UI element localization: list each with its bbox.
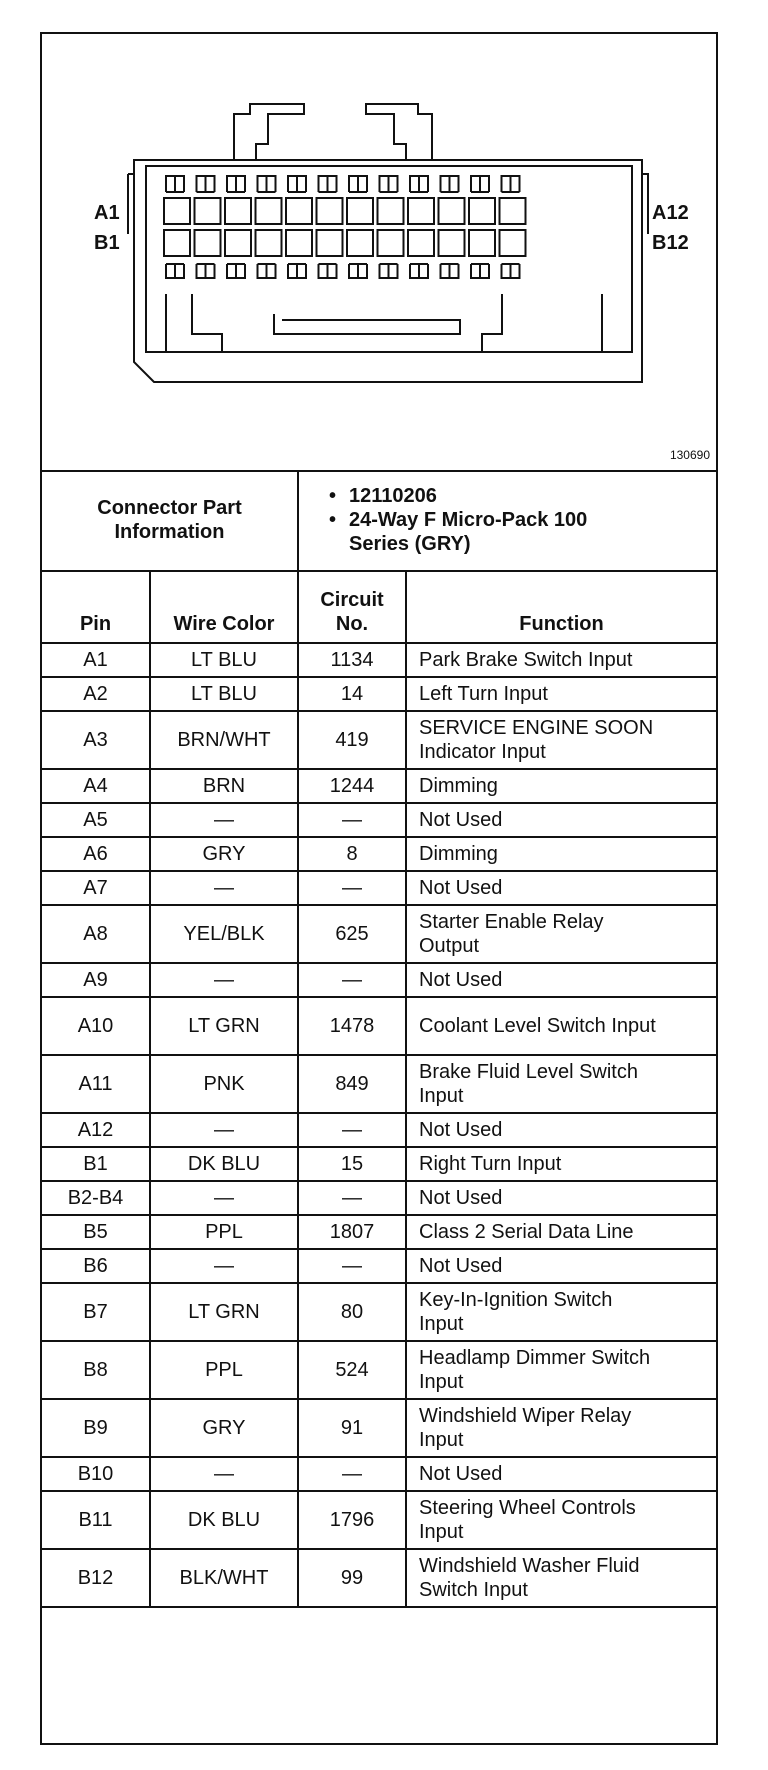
pin-latch-bottom (166, 264, 184, 278)
pin-label-b1: B1 (94, 232, 120, 254)
wire-color-cell: — (150, 803, 298, 837)
pin-latch-top (197, 176, 215, 192)
pin-latch-top (380, 176, 398, 192)
pin-cell: B5 (42, 1215, 150, 1249)
table-row (42, 643, 716, 677)
pin-latch-top (166, 176, 184, 192)
pin-cell: A5 (42, 803, 150, 837)
part-number: • 12110206 (329, 484, 716, 508)
circuit-cell: 1807 (298, 1215, 406, 1249)
pin-cell: A3 (42, 711, 150, 769)
circuit-cell: — (298, 803, 406, 837)
function-cell: Not Used (406, 1113, 716, 1147)
connector-description: • 24-Way F Micro-Pack 100 Series (GRY) (329, 508, 609, 556)
function-cell: Not Used (406, 963, 716, 997)
wire-color-cell: PNK (150, 1055, 298, 1113)
pin-cell: A4 (42, 769, 150, 803)
table-row (42, 1215, 716, 1249)
function-cell: Park Brake Switch Input (406, 643, 716, 677)
wire-color-cell: YEL/BLK (150, 905, 298, 963)
function-cell: Brake Fluid Level Switch Input (406, 1055, 716, 1113)
wire-color-cell: — (150, 1181, 298, 1215)
wire-color-cell: LT BLU (150, 677, 298, 711)
pin-latch-bottom (288, 264, 306, 278)
wire-color-cell: PPL (150, 1341, 298, 1399)
pin-cavity-b (469, 230, 495, 256)
function-cell: Not Used (406, 871, 716, 905)
pinout-table (42, 470, 716, 1608)
table-row (42, 1181, 716, 1215)
pin-cell: A2 (42, 677, 150, 711)
pin-latch-bottom (380, 264, 398, 278)
pin-latch-top (441, 176, 459, 192)
wire-color-cell: — (150, 1457, 298, 1491)
wire-color-cell: — (150, 1113, 298, 1147)
circuit-cell: 14 (298, 677, 406, 711)
pin-cell: A10 (42, 997, 150, 1055)
pin-cell: A12 (42, 1113, 150, 1147)
table-row (42, 803, 716, 837)
connector-diagram (42, 34, 716, 472)
circuit-cell: — (298, 1181, 406, 1215)
circuit-cell: 8 (298, 837, 406, 871)
pin-cavity-b (256, 230, 282, 256)
pin-cavity-a (439, 198, 465, 224)
function-cell: Dimming (406, 837, 716, 871)
pin-latch-top (227, 176, 245, 192)
pin-latch-bottom (319, 264, 337, 278)
figure-number: 130690 (669, 448, 710, 462)
pin-latch-top (410, 176, 428, 192)
function-cell: Dimming (406, 769, 716, 803)
circuit-cell: — (298, 871, 406, 905)
table-row (42, 1341, 716, 1399)
pin-cell: B9 (42, 1399, 150, 1457)
pin-cavity-b (225, 230, 251, 256)
wire-color-cell: DK BLU (150, 1491, 298, 1549)
wire-color-cell: LT GRN (150, 997, 298, 1055)
circuit-cell: 419 (298, 711, 406, 769)
table-row (42, 677, 716, 711)
pin-label-a1: A1 (94, 202, 120, 224)
connector-info-values (298, 470, 716, 571)
circuit-cell: — (298, 1249, 406, 1283)
function-cell: Windshield Wiper Relay Input (406, 1399, 716, 1457)
circuit-cell: 1134 (298, 643, 406, 677)
pin-latch-bottom (471, 264, 489, 278)
circuit-cell: — (298, 1113, 406, 1147)
table-row (42, 1283, 716, 1341)
function-cell: Right Turn Input (406, 1147, 716, 1181)
wire-color-cell: GRY (150, 837, 298, 871)
pin-cell: B11 (42, 1491, 150, 1549)
header-wire-color: Wire Color (150, 571, 298, 643)
connector-sheet (40, 32, 718, 1745)
circuit-cell: 15 (298, 1147, 406, 1181)
pin-latch-bottom (502, 264, 520, 278)
wire-color-cell: BLK/WHT (150, 1549, 298, 1607)
circuit-cell: 91 (298, 1399, 406, 1457)
wire-color-cell: — (150, 1249, 298, 1283)
pin-cavity-b (378, 230, 404, 256)
pin-cavity-a (317, 198, 343, 224)
circuit-cell: 625 (298, 905, 406, 963)
table-body (42, 643, 716, 1607)
wire-color-cell: BRN (150, 769, 298, 803)
pin-cavity-b (500, 230, 526, 256)
pin-cavity-b (408, 230, 434, 256)
function-cell: Key-In-Ignition Switch Input (406, 1283, 716, 1341)
function-cell: Headlamp Dimmer Switch Input (406, 1341, 716, 1399)
pin-latch-top (258, 176, 276, 192)
pin-cavity-a (256, 198, 282, 224)
function-cell: Not Used (406, 1181, 716, 1215)
pin-latch-bottom (197, 264, 215, 278)
pin-cavity-b (347, 230, 373, 256)
table-row (42, 1491, 716, 1549)
table-row (42, 997, 716, 1055)
circuit-cell: 1244 (298, 769, 406, 803)
pin-cavity-b (317, 230, 343, 256)
pin-latch-top (502, 176, 520, 192)
wire-color-cell: LT BLU (150, 643, 298, 677)
table-row (42, 837, 716, 871)
pin-latch-top (319, 176, 337, 192)
circuit-cell: 524 (298, 1341, 406, 1399)
function-cell: Coolant Level Switch Input (406, 997, 716, 1055)
wire-color-cell: — (150, 963, 298, 997)
circuit-cell: 80 (298, 1283, 406, 1341)
pin-cell: A6 (42, 837, 150, 871)
function-cell: Not Used (406, 1249, 716, 1283)
circuit-cell: 849 (298, 1055, 406, 1113)
pin-label-a12: A12 (652, 202, 689, 224)
function-cell: Not Used (406, 1457, 716, 1491)
wire-color-cell: DK BLU (150, 1147, 298, 1181)
header-pin: Pin (42, 571, 150, 643)
pin-cavity-b (439, 230, 465, 256)
header-circuit-text: Circuit No. (320, 589, 384, 635)
pin-cavity-a (408, 198, 434, 224)
header-circuit (298, 571, 406, 643)
pin-cavity-a (378, 198, 404, 224)
pin-latch-top (471, 176, 489, 192)
connector-info-label (42, 470, 298, 571)
function-cell: Not Used (406, 803, 716, 837)
pin-cavity-b (164, 230, 190, 256)
table-row (42, 1399, 716, 1457)
connector-info-label-text: Connector Part Information (97, 497, 242, 543)
table-row (42, 1457, 716, 1491)
table-row (42, 1249, 716, 1283)
circuit-cell: 99 (298, 1549, 406, 1607)
pin-cavity-a (286, 198, 312, 224)
table-header-row (42, 571, 716, 643)
pin-cell: B6 (42, 1249, 150, 1283)
pin-latch-bottom (227, 264, 245, 278)
wire-color-cell: PPL (150, 1215, 298, 1249)
table-row (42, 1147, 716, 1181)
pin-latch-bottom (258, 264, 276, 278)
table-row (42, 711, 716, 769)
pin-label-b12: B12 (652, 232, 689, 254)
pin-latch-bottom (441, 264, 459, 278)
pin-latch-top (349, 176, 367, 192)
pin-cell: A7 (42, 871, 150, 905)
function-cell: Starter Enable Relay Output (406, 905, 716, 963)
pin-cell: B1 (42, 1147, 150, 1181)
function-cell: Steering Wheel Controls Input (406, 1491, 716, 1549)
pin-cavity-b (195, 230, 221, 256)
wire-color-cell: LT GRN (150, 1283, 298, 1341)
pin-cavity-a (225, 198, 251, 224)
pin-cavity-a (195, 198, 221, 224)
pin-latch-top (288, 176, 306, 192)
pin-cell: A1 (42, 643, 150, 677)
connector-face-drawing (42, 34, 716, 470)
function-cell: Windshield Washer Fluid Switch Input (406, 1549, 716, 1607)
pin-cell: B8 (42, 1341, 150, 1399)
circuit-cell: — (298, 1457, 406, 1491)
table-row (42, 963, 716, 997)
pin-cavity-a (347, 198, 373, 224)
pin-cell: A8 (42, 905, 150, 963)
circuit-cell: 1478 (298, 997, 406, 1055)
pin-cavity-b (286, 230, 312, 256)
pin-cell: B12 (42, 1549, 150, 1607)
pin-cell: B10 (42, 1457, 150, 1491)
circuit-cell: — (298, 963, 406, 997)
pin-latch-bottom (349, 264, 367, 278)
pin-cell: B2-B4 (42, 1181, 150, 1215)
wire-color-cell: GRY (150, 1399, 298, 1457)
connector-info-row (42, 470, 716, 571)
table-row (42, 905, 716, 963)
function-cell: Class 2 Serial Data Line (406, 1215, 716, 1249)
pin-latch-bottom (410, 264, 428, 278)
pin-cavity-a (500, 198, 526, 224)
wire-color-cell: — (150, 871, 298, 905)
table-row (42, 1055, 716, 1113)
pin-cell: A11 (42, 1055, 150, 1113)
pin-cavity-a (469, 198, 495, 224)
table-row (42, 769, 716, 803)
header-function: Function (406, 571, 716, 643)
wire-color-cell: BRN/WHT (150, 711, 298, 769)
pin-cell: A9 (42, 963, 150, 997)
function-cell: SERVICE ENGINE SOON Indicator Input (406, 711, 716, 769)
table-row (42, 871, 716, 905)
pin-cavity-a (164, 198, 190, 224)
pin-cell: B7 (42, 1283, 150, 1341)
circuit-cell: 1796 (298, 1491, 406, 1549)
table-row (42, 1549, 716, 1607)
function-cell: Left Turn Input (406, 677, 716, 711)
table-row (42, 1113, 716, 1147)
